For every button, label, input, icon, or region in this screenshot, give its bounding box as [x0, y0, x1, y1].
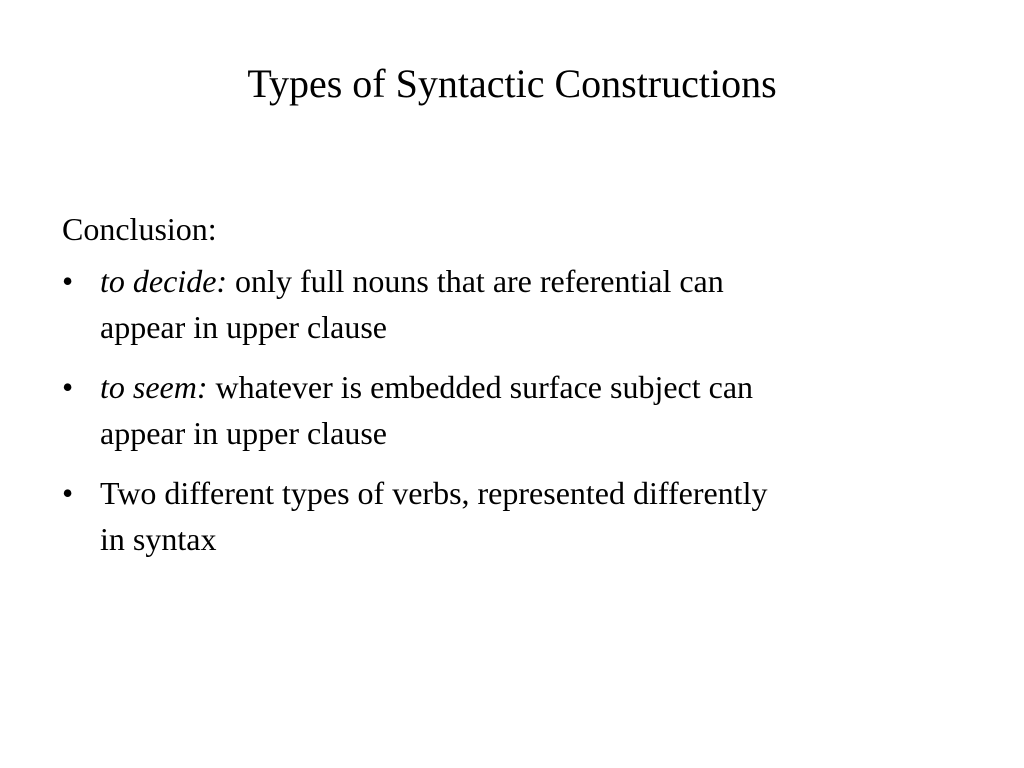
- slide-body: [62, 206, 962, 576]
- bullet-text-line-1: only full nouns that are referential can: [235, 263, 724, 299]
- bullet-to-decide: [62, 258, 962, 350]
- bullet-list: [62, 258, 962, 562]
- bullet-text-line-2: in syntax: [100, 521, 217, 557]
- bullet-text-line-1: whatever is embedded surface subject can: [215, 369, 754, 405]
- bullet-icon: •: [62, 475, 74, 511]
- bullet-to-seem: [62, 364, 962, 456]
- bullet-text-line-2: appear in upper clause: [100, 415, 387, 451]
- conclusion-label: Conclusion:: [62, 211, 217, 247]
- bullet-text-line-2: appear in upper clause: [100, 309, 387, 345]
- bullet-text-line-1: Two different types of verbs, represented differently: [100, 475, 768, 511]
- bullet-term: to decide:: [100, 263, 228, 299]
- bullet-icon: •: [62, 263, 74, 299]
- slide-title: Types of Syntactic Constructions: [247, 61, 777, 106]
- bullet-icon: •: [62, 369, 74, 405]
- bullet-verb-types: [62, 470, 962, 562]
- bullet-term: to seem:: [100, 369, 208, 405]
